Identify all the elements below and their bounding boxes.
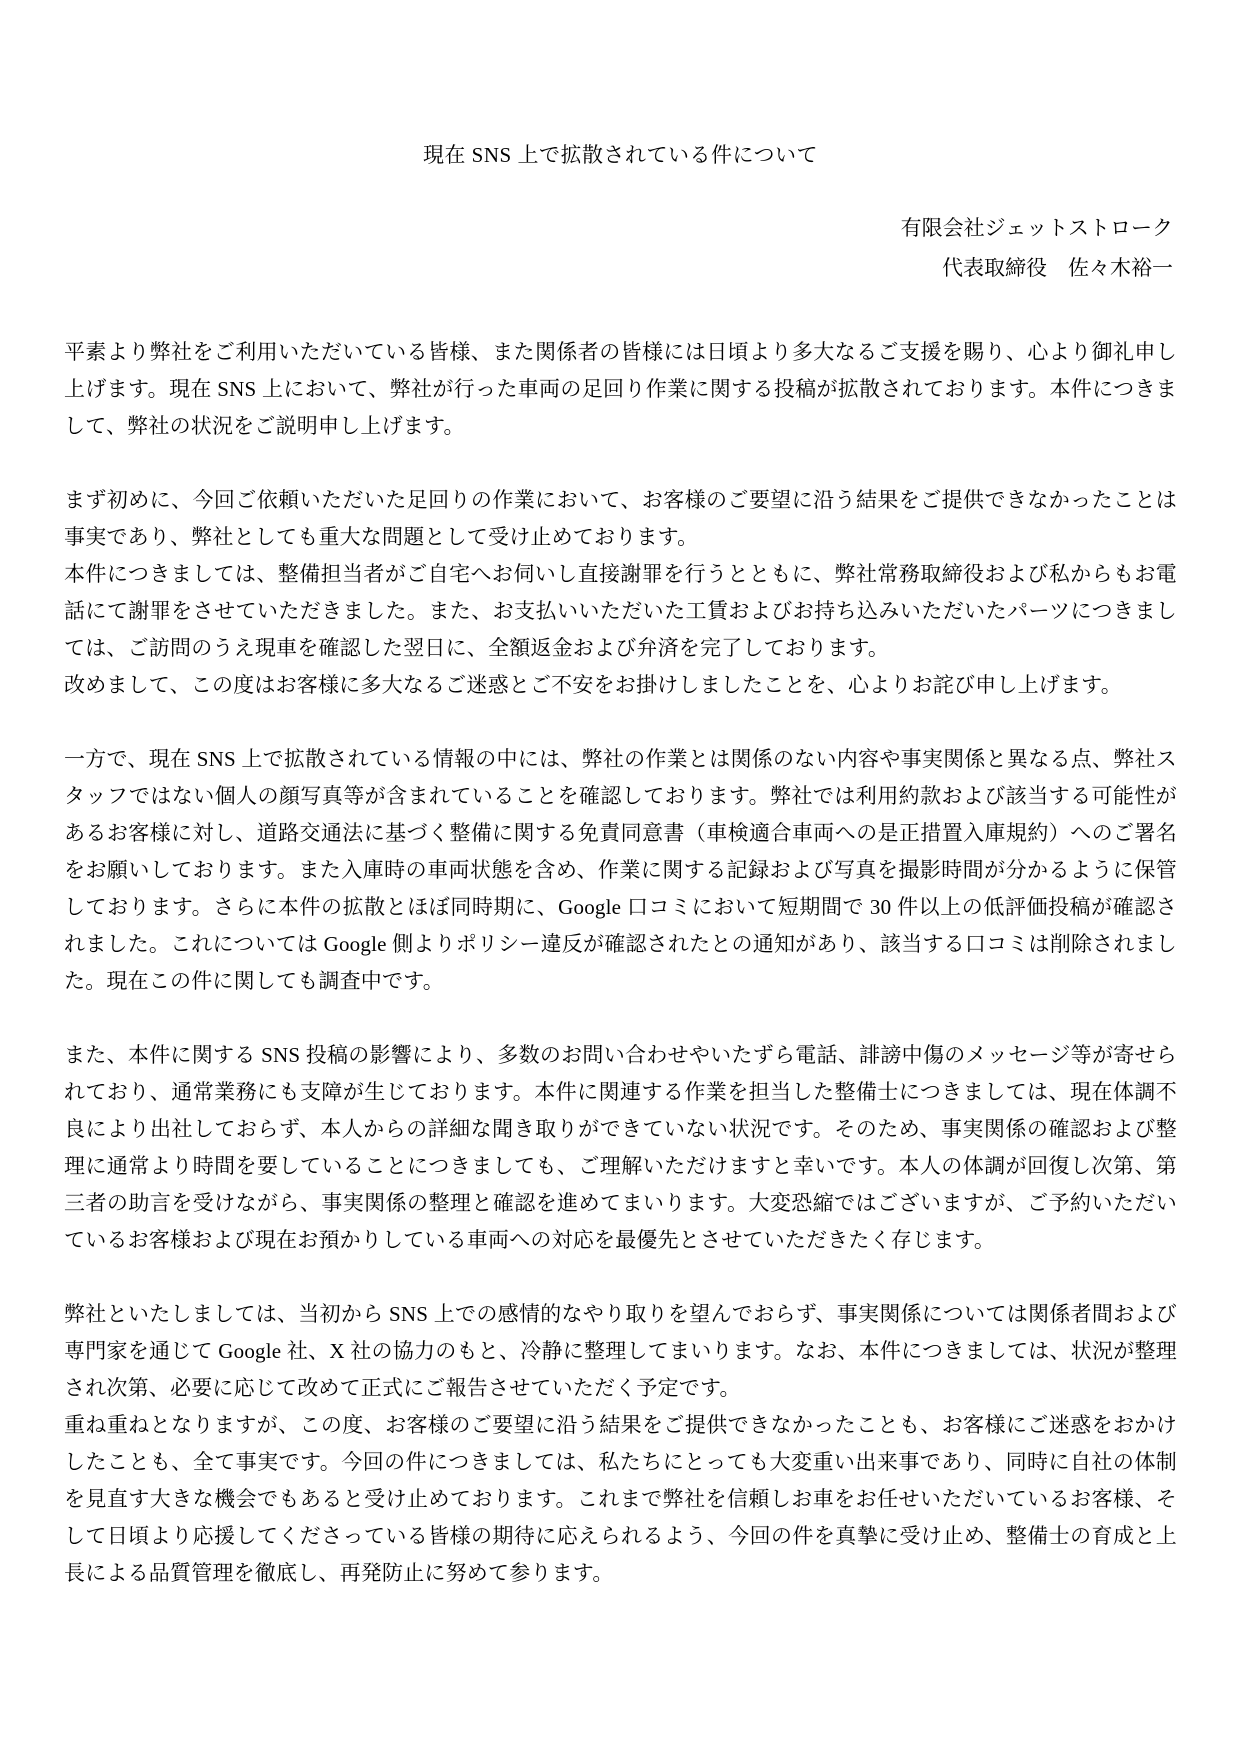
paragraph-line: 改めまして、この度はお客様に多大なるご迷惑とご不安をお掛けしましたことを、心よりお詫び申し上げます。 xyxy=(64,673,1122,697)
paragraph-line: 一方で、現在 SNS 上で拡散されている情報の中には、弊社の作業とは関係のない内容や事実関係と異なる点、弊社スタッフではない個人の顔写真等が含まれていることを確認しております。弊社では利用約款および該当する可能性があるお客様に対し、道路交通法に基づく整備に関する免責同意書（車検適合車両への是正措置入庫規約）へのご署名をお願いしております。また入庫時の車両状態を含め、作業に関する記録および写真を撮影時間が分かるように保管しております。さらに本件の拡散とほぼ同時期に、Google 口コミにおいて短期間で 30 件以上の低評価投稿が確認されました。これについては Google 側よりポリシー違反が確認されたとの通知があり、該当する口コミは削除されました。現在この件に関しても調査中です。 xyxy=(64,747,1178,993)
document-body xyxy=(64,334,1177,1592)
paragraph-line: また、本件に関する SNS 投稿の影響により、多数のお問い合わせやいたずら電話、誹謗中傷のメッセージ等が寄せられており、通常業務にも支障が生じております。本件に関連する作業を担当した整備士につきましては、現在体調不良により出社しておらず、本人からの詳細な聞き取りができていない状況です。そのため、事実関係の確認および整理に通常より時間を要していることにつきましても、ご理解いただけますと幸いです。本人の体調が回復し次第、第三者の助言を受けながら、事実関係の整理と確認を進めてまいります。大変恐縮ではございますが、ご予約いただいているお客様および現在お預かりしている車両への対応を最優先とさせていただきたく存じます。 xyxy=(64,1043,1177,1252)
paragraph xyxy=(64,334,1177,445)
paragraph xyxy=(64,482,1177,704)
paragraph-line: 本件につきましては、整備担当者がご自宅へお伺いし直接謝罪を行うとともに、弊社常務取締役および私からもお電話にて謝罪をさせていただきました。また、お支払いいただいた工賃およびお持ち込みいただいたパーツにつきましては、ご訪問のうえ現車を確認した翌日に、全額返金および弁済を完了しております。 xyxy=(64,562,1177,660)
paragraph-line: 重ね重ねとなりますが、この度、お客様のご要望に沿う結果をご提供できなかったことも、お客様にご迷惑をおかけしたことも、全て事実です。今回の件につきましては、私たちにとっても大変重い出来事であり、同時に自社の体制を見直す大きな機会でもあると受け止めております。これまで弊社を信頼しお車をお任せいただいているお客様、そして日頃より応援してくださっている皆様の期待に応えられるよう、今回の件を真摯に受け止め、整備士の育成と上長による品質管理を徹底し、再発防止に努めて参ります。 xyxy=(64,1413,1177,1585)
document-title: 現在 SNS 上で拡散されている件について xyxy=(422,143,819,167)
signature-representative: 代表取締役 佐々木裕一 xyxy=(942,256,1173,280)
signature-company: 有限会社ジェットストローク xyxy=(900,216,1173,240)
signature-block xyxy=(64,208,1177,288)
paragraph-line: まず初めに、今回ご依頼いただいた足回りの作業において、お客様のご要望に沿う結果をご提供できなかったことは事実であり、弊社としても重大な問題として受け止めております。 xyxy=(64,488,1177,549)
paragraph xyxy=(64,1037,1177,1259)
paragraph xyxy=(64,1296,1177,1592)
paragraph xyxy=(64,741,1177,1000)
paragraph-line: 平素より弊社をご利用いただいている皆様、また関係者の皆様には日頃より多大なるご支援を賜り、心より御礼申し上げます。現在 SNS 上において、弊社が行った車両の足回り作業に関する投稿が拡散されております。本件につきまして、弊社の状況をご説明申し上げます。 xyxy=(64,340,1177,438)
paragraph-line: 弊社といたしましては、当初から SNS 上での感情的なやり取りを望んでおらず、事実関係については関係者間および専門家を通じて Google 社、X 社の協力のもと、冷静に整理してまいります。なお、本件につきましては、状況が整理され次第、必要に応じて改めて正式にご報告させていただく予定です。 xyxy=(64,1302,1177,1400)
